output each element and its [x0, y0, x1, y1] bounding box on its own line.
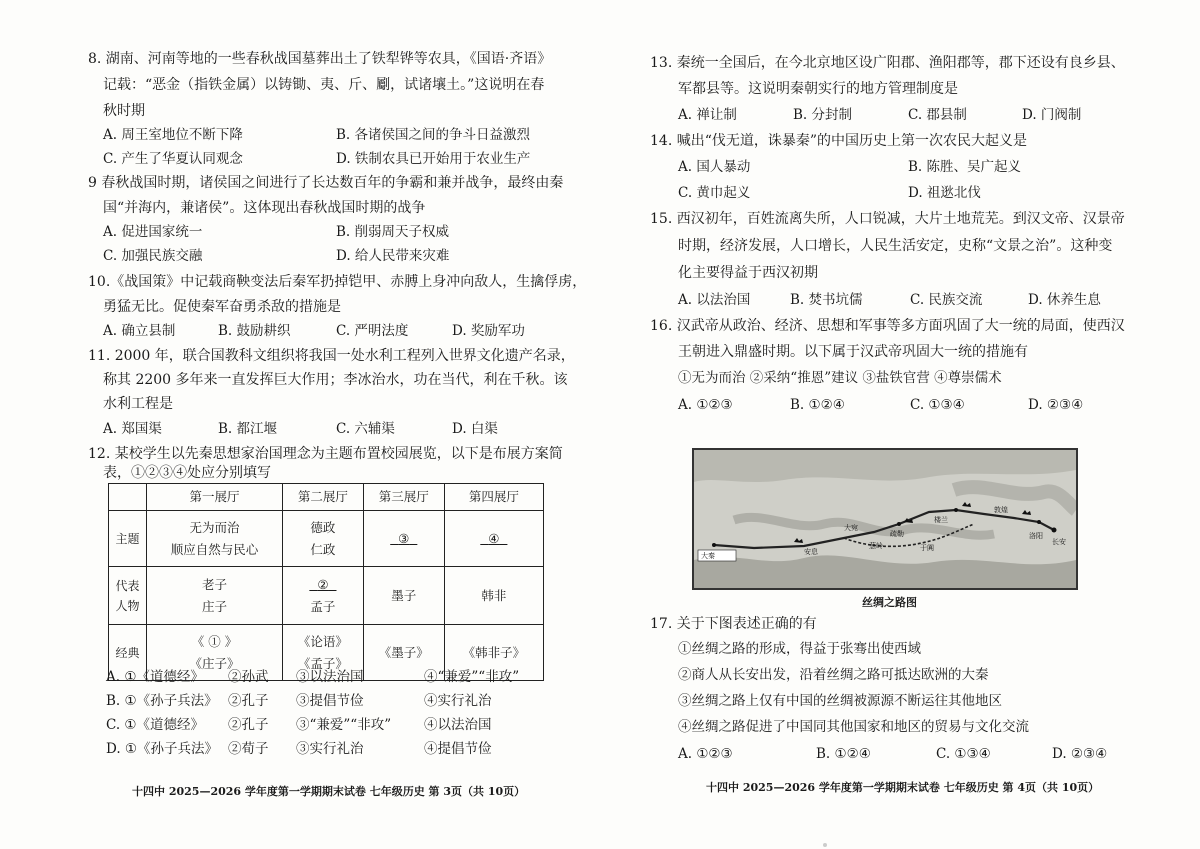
q14-option-a[interactable]: A. 国人暴动 [678, 159, 751, 175]
q17-statement-2: ②商人从长安出发，沿着丝绸之路可抵达欧洲的大秦 [678, 667, 989, 683]
q9-option-b[interactable]: B. 削弱周天子权威 [336, 224, 450, 240]
q8-option-d[interactable]: D. 铁制农具已开始用于农业生产 [336, 151, 531, 167]
silk-road-map-drawing [694, 450, 1076, 588]
row-label-classic: 经典 [109, 625, 147, 681]
q14-option-b[interactable]: B. 陈胜、吴广起义 [908, 159, 1022, 175]
map-label-loulan: 楼兰 [934, 516, 948, 524]
people-hall-1: 老子 庄子 [147, 567, 283, 625]
q10-stem-line2: 勇猛无比。促使秦军奋勇杀敌的措施是 [103, 299, 341, 315]
map-label-anxi: 安息 [804, 548, 818, 556]
row-label-people: 代表 人物 [109, 567, 147, 625]
table-header-hall-4: 第四展厅 [444, 484, 543, 511]
people-hall-3: 墨子 [363, 567, 444, 625]
q9-stem-line2: 国“并海内，兼诸侯”。这体现出春秋战国时期的战争 [103, 200, 426, 216]
q17-statement-4: ④丝绸之路促进了中国同其他国家和地区的贸易与文化交流 [678, 719, 1029, 735]
q17-option-a[interactable]: A. ①②③ [678, 746, 733, 762]
q8-stem-line1: 8. 湖南、河南等地的一些春秋战国墓葬出土了铁犁铧等农具，《国语·齐语》 [88, 51, 552, 67]
map-caption: 丝绸之路图 [862, 596, 917, 609]
q10-option-c[interactable]: C. 严明法度 [336, 323, 409, 339]
table-row-people [109, 567, 544, 625]
q9-option-c[interactable]: C. 加强民族交融 [103, 248, 203, 264]
q13-stem-line1: 13. 秦统一全国后，在今北京地区设广阳郡、渔阳郡等，郡下还设有良乡县、 [650, 55, 1125, 71]
map-label-congling: 葱岭 [869, 542, 883, 550]
map-label-dunhuang: 敦煌 [994, 506, 1008, 514]
q15-option-a[interactable]: A. 以法治国 [678, 292, 751, 308]
q13-option-b[interactable]: B. 分封制 [793, 107, 853, 123]
q12-option-c-part4: ④以法治国 [424, 717, 492, 733]
people-hall-2: ② 孟子 [283, 567, 364, 625]
q8-option-a[interactable]: A. 周王室地位不断下降 [103, 127, 243, 143]
q11-option-b[interactable]: B. 都江堰 [218, 421, 278, 437]
q11-stem-line2: 称其 2200 多年来一直发挥巨大作用；李冰治水，功在当代，利在千秋。该 [103, 372, 568, 388]
q12-option-d-part3: ③实行礼治 [296, 741, 364, 757]
map-label-shule: 疏勒 [890, 530, 904, 538]
table-header-hall-1: 第一展厅 [147, 484, 283, 511]
q12-stem-line2: 表，①②③④处应分别填写 [103, 465, 271, 481]
q13-option-a[interactable]: A. 禅让制 [678, 107, 737, 123]
q14-option-d[interactable]: D. 祖逖北伐 [908, 185, 981, 201]
q12-option-a-part1[interactable]: A. ①《道德经》 [106, 669, 204, 685]
q12-option-b-part3: ③提倡节俭 [296, 693, 364, 709]
q11-option-c[interactable]: C. 六辅渠 [336, 421, 395, 437]
q16-stem-line2: 王朝进入鼎盛时期。以下属于汉武帝巩固大一统的措施有 [678, 344, 1028, 360]
q11-option-a[interactable]: A. 郑国渠 [103, 421, 162, 437]
theme-hall-1: 无为而治 顺应自然与民心 [147, 511, 283, 567]
map-label-dawan: 大宛 [844, 524, 858, 532]
q16-option-d[interactable]: D. ②③④ [1028, 397, 1084, 413]
q12-option-b-part2: ②孔子 [228, 693, 269, 709]
q15-option-d[interactable]: D. 休养生息 [1028, 292, 1101, 308]
q13-stem-line2: 军都县等。这说明秦朝实行的地方管理制度是 [678, 81, 958, 97]
map-label-yutian: 于阗 [920, 544, 934, 552]
q12-option-b-part1[interactable]: B. ①《孙子兵法》 [106, 693, 218, 709]
q15-option-b[interactable]: B. 焚书坑儒 [790, 292, 863, 308]
q12-option-d-part4: ④提倡节俭 [424, 741, 492, 757]
q12-option-c-part1[interactable]: C. ①《道德经》 [106, 717, 205, 733]
classic-hall-2: 《论语》 《孟子》 [283, 625, 364, 681]
q13-option-d[interactable]: D. 门阀制 [1022, 107, 1082, 123]
map-label-luoyang: 洛阳 [1029, 532, 1043, 540]
q17-stem-line1: 17. 关于下图表述正确的有 [650, 616, 817, 632]
table-corner-cell [109, 484, 147, 511]
map-label-daqin: 大秦 [701, 552, 715, 560]
page-footer-right: 十四中 2025—2026 学年度第一学期期末试卷 七年级历史 第 4页（共 10页） [706, 781, 1100, 794]
q11-stem-line3: 水利工程是 [103, 396, 173, 412]
theme-hall-2: 德政 仁政 [283, 511, 364, 567]
q11-stem-line1: 11. 2000 年，联合国教科文组织将我国一处水利工程列入世界文化遗产名录， [88, 348, 575, 364]
q15-stem-line1: 15. 西汉初年，百姓流离失所，人口锐减，大片土地荒芜。到汉文帝、汉景帝 [650, 211, 1125, 227]
table-header-row [109, 484, 544, 511]
classic-hall-4: 《韩非子》 [444, 625, 543, 681]
table-header-hall-2: 第二展厅 [283, 484, 364, 511]
q10-option-b[interactable]: B. 鼓励耕织 [218, 323, 291, 339]
q15-stem-line3: 化主要得益于西汉初期 [678, 265, 818, 281]
q17-option-c[interactable]: C. ①③④ [936, 746, 991, 762]
q17-option-b[interactable]: B. ①②④ [816, 746, 871, 762]
classic-hall-1: 《 ① 》 《庄子》 [147, 625, 283, 681]
q8-option-c[interactable]: C. 产生了华夏认同观念 [103, 151, 243, 167]
q12-option-c-part2: ②孔子 [228, 717, 269, 733]
q14-option-c[interactable]: C. 黄巾起义 [678, 185, 751, 201]
row-label-theme: 主题 [109, 511, 147, 567]
q12-option-b-part4: ④实行礼治 [424, 693, 492, 709]
classic-hall-3: 《墨子》 [363, 625, 444, 681]
q8-option-b[interactable]: B. 各诸侯国之间的争斗日益激烈 [336, 127, 531, 143]
q16-option-b[interactable]: B. ①②④ [790, 397, 845, 413]
q10-option-a[interactable]: A. 确立县制 [103, 323, 176, 339]
q17-statement-3: ③丝绸之路上仅有中国的丝绸被源源不断运往其他地区 [678, 693, 1002, 709]
q17-statement-1: ①丝绸之路的形成，得益于张骞出使西域 [678, 641, 921, 657]
q16-option-a[interactable]: A. ①②③ [678, 397, 733, 413]
theme-hall-3-blank: ③ [363, 511, 444, 567]
q16-option-c[interactable]: C. ①③④ [910, 397, 965, 413]
q12-option-c-part3: ③“兼爱”“非攻” [296, 717, 392, 733]
scan-speck [823, 843, 827, 847]
q12-stem-line1: 12. 某校学生以先秦思想家治国理念为主题布置校园展览，以下是布展方案简 [88, 446, 563, 462]
table-row-theme [109, 511, 544, 567]
q12-option-a-part4: ④“兼爱”“非攻” [424, 669, 520, 685]
people-hall-4: 韩非 [444, 567, 543, 625]
q12-option-d-part1[interactable]: D. ①《孙子兵法》 [106, 741, 219, 757]
q12-option-a-part3: ③以法治国 [296, 669, 364, 685]
q8-stem-line2: 记载：“恶金（指铁金属）以铸锄、夷、斤、劚，试诸壤土。”这说明在春 [103, 77, 545, 93]
map-label-changan: 长安 [1052, 538, 1066, 546]
silk-road-map [692, 448, 1078, 590]
q12-option-d-part2: ②荀子 [228, 741, 269, 757]
page-footer-left: 十四中 2025—2026 学年度第一学期期末试卷 七年级历史 第 3页（共 10页） [132, 785, 526, 798]
q9-option-a[interactable]: A. 促进国家统一 [103, 224, 203, 240]
q9-stem-line1: 9 春秋战国时期，诸侯国之间进行了长达数百年的争霸和兼并战争，最终由秦 [88, 175, 564, 191]
table-header-hall-3: 第三展厅 [363, 484, 444, 511]
theme-hall-4-blank: ④ [444, 511, 543, 567]
q9-option-d[interactable]: D. 给人民带来灾难 [336, 248, 450, 264]
q12-option-a-part2: ②孙武 [228, 669, 269, 685]
q8-stem-line3: 秋时期 [103, 103, 145, 119]
q16-statement-list: ①无为而治 ②采纳“推恩”建议 ③盐铁官营 ④尊崇儒术 [678, 370, 1002, 386]
q15-stem-line2: 时期，经济发展，人口增长，人民生活安定，史称“文景之治”。这种变 [678, 238, 1113, 254]
q17-option-d[interactable]: D. ②③④ [1052, 746, 1108, 762]
q10-stem-line1: 10.《战国策》中记载商鞅变法后秦军扔掉铠甲、赤膊上身冲向敌人，生擒俘虏， [88, 274, 587, 290]
q14-stem-line1: 14. 喊出“伐无道，诛暴秦”的中国历史上第一次农民大起义是 [650, 133, 1028, 149]
q13-option-c[interactable]: C. 郡县制 [908, 107, 967, 123]
q16-stem-line1: 16. 汉武帝从政治、经济、思想和军事等多方面巩固了大一统的局面，使西汉 [650, 318, 1125, 334]
q15-option-c[interactable]: C. 民族交流 [910, 292, 983, 308]
q11-option-d[interactable]: D. 白渠 [452, 421, 498, 437]
exhibition-plan-table [108, 483, 544, 681]
q10-option-d[interactable]: D. 奖励军功 [452, 323, 525, 339]
